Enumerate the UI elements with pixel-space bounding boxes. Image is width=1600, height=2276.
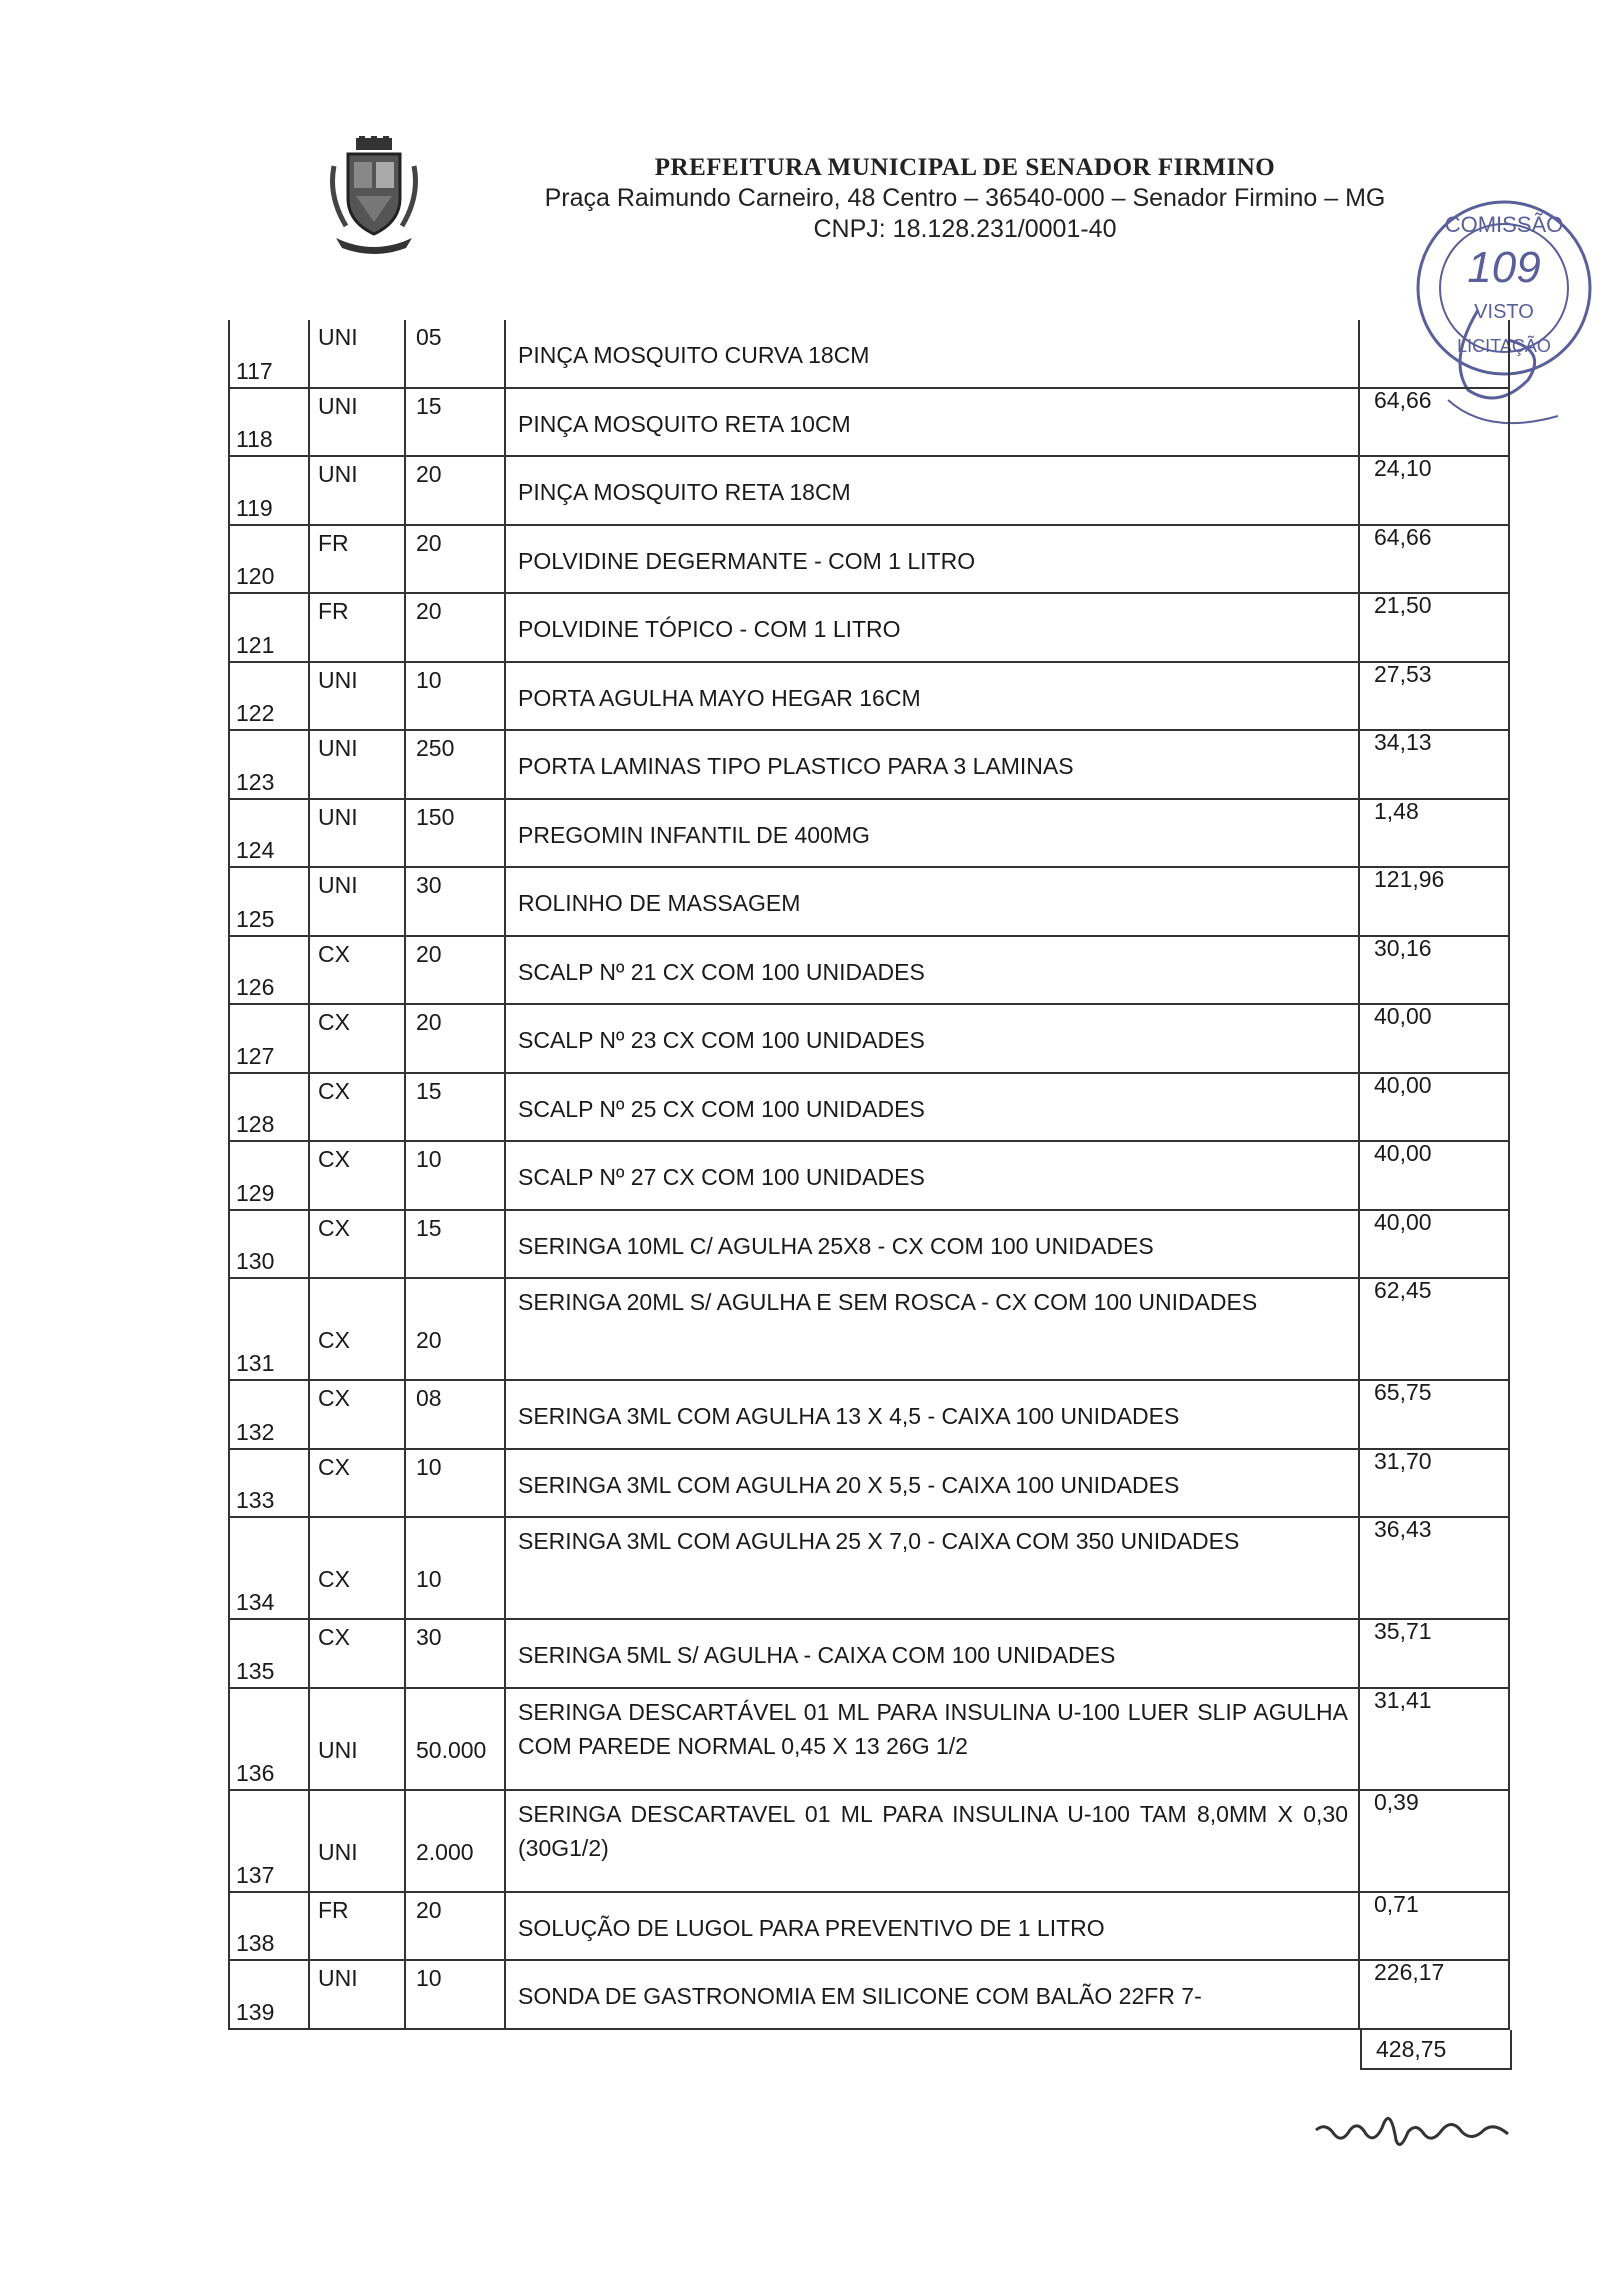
item-unit-price: 40,00 [1374, 1071, 1432, 1098]
stamp-page-number: 109 [1467, 243, 1541, 292]
item-number: 134 [236, 1589, 275, 1615]
item-description-cell [506, 937, 1360, 1004]
item-unit-price: 40,00 [1374, 1003, 1432, 1029]
item-number: 118 [236, 426, 273, 452]
item-number-cell [228, 1381, 310, 1448]
trailing-price: 428,75 [1376, 2035, 1447, 2062]
item-unit-price: 121,96 [1374, 866, 1445, 892]
item-unit-price: 36,43 [1374, 1516, 1432, 1542]
item-description: PINÇA MOSQUITO CURVA 18CM [518, 342, 870, 368]
item-unit-cell [308, 800, 406, 867]
item-quantity: 15 [416, 1077, 442, 1104]
item-quantity: 250 [416, 735, 455, 761]
item-number-cell [228, 526, 310, 593]
item-unit-price-cell [1360, 1381, 1510, 1448]
item-unit: UNI [318, 803, 358, 830]
table-row [228, 1208, 1510, 1280]
item-unit-price: 34,13 [1374, 729, 1432, 755]
item-unit-price-cell [1360, 1005, 1510, 1072]
item-number: 122 [236, 700, 275, 726]
item-unit: CX [318, 1624, 350, 1650]
item-description-cell [506, 1791, 1360, 1891]
item-quantity: 150 [416, 803, 455, 830]
item-number: 117 [236, 357, 273, 384]
item-number: 121 [236, 631, 275, 658]
item-unit: CX [318, 1327, 350, 1353]
table-row [228, 1518, 1510, 1620]
item-unit: CX [318, 1214, 350, 1241]
item-number-cell [228, 1074, 310, 1141]
item-quantity: 20 [416, 1009, 442, 1035]
item-number-cell [228, 663, 310, 730]
item-quantity-cell [406, 663, 506, 730]
table-row [228, 1620, 1510, 1689]
item-unit-price-cell [1360, 660, 1510, 730]
item-description-cell [506, 320, 1360, 387]
item-unit-cell [308, 526, 406, 593]
item-unit-price: 21,50 [1374, 592, 1432, 618]
item-number: 137 [236, 1861, 275, 1888]
item-unit-price: 30,16 [1374, 934, 1432, 961]
table-row [228, 386, 1510, 458]
stamp-bottom-text: LICITAÇÃO [1457, 336, 1551, 356]
stamp-top-text: COMISSÃO [1444, 212, 1564, 237]
item-quantity-cell [406, 731, 506, 798]
item-unit: UNI [318, 324, 358, 350]
item-unit-price-cell [1360, 1279, 1510, 1379]
item-number: 133 [236, 1487, 275, 1513]
item-unit: UNI [318, 735, 358, 761]
item-quantity-cell [406, 389, 506, 456]
item-description: SONDA DE GASTRONOMIA EM SILICONE COM BALÃO 22FR 7- [518, 1983, 1202, 2009]
item-unit-cell [308, 457, 406, 524]
items-table [228, 320, 1510, 2070]
table-row [228, 1961, 1510, 2030]
item-quantity-cell [406, 1893, 506, 1960]
item-number-cell [228, 1279, 310, 1379]
item-unit-price-cell [1360, 731, 1510, 798]
item-description-cell [506, 457, 1360, 524]
item-quantity-cell [406, 457, 506, 524]
item-quantity-cell [406, 868, 506, 935]
item-quantity: 20 [416, 1896, 442, 1923]
item-unit-price-cell [1360, 797, 1510, 867]
item-number: 136 [236, 1759, 275, 1786]
item-unit: CX [318, 1453, 350, 1480]
item-unit: FR [318, 598, 349, 624]
item-unit-price-cell [1360, 868, 1510, 935]
item-unit-price: 65,75 [1374, 1379, 1432, 1405]
item-unit: UNI [318, 1736, 358, 1763]
item-number: 138 [236, 1930, 275, 1956]
item-unit-cell [308, 1518, 406, 1618]
table-row [228, 1890, 1510, 1962]
item-description-cell [506, 731, 1360, 798]
item-number-cell [228, 800, 310, 867]
item-unit-cell [308, 1450, 406, 1517]
item-quantity-cell [406, 800, 506, 867]
item-number-cell [228, 457, 310, 524]
item-unit-price-cell [1360, 1447, 1510, 1517]
item-quantity-cell [406, 1518, 506, 1618]
table-row [228, 523, 1510, 595]
item-number: 120 [236, 563, 275, 589]
item-description-cell [506, 389, 1360, 456]
item-description: SERINGA DESCARTAVEL 01 ML PARA INSULINA U-100 TAM 8,0MM X 0,30 (30G1/2) [518, 1800, 1348, 1861]
item-description: SERINGA 3ML COM AGULHA 20 X 5,5 - CAIXA 100 UNIDADES [518, 1471, 1180, 1498]
item-unit-price: 64,66 [1374, 523, 1432, 550]
item-number-cell [228, 1961, 310, 2028]
table-row [228, 1686, 1510, 1791]
item-quantity: 08 [416, 1385, 442, 1411]
item-number-cell [228, 1142, 310, 1209]
item-description-cell [506, 868, 1360, 935]
item-quantity: 50.000 [416, 1736, 487, 1763]
org-address: Praça Raimundo Carneiro, 48 Centro – 36540-000 – Senador Firmino – MG [544, 184, 1386, 212]
item-unit: CX [318, 1077, 350, 1104]
item-quantity: 10 [416, 1566, 442, 1592]
item-unit-cell [308, 1074, 406, 1141]
trailing-row [228, 2030, 1510, 2070]
item-unit-price: 24,10 [1374, 455, 1432, 481]
item-quantity: 10 [416, 1453, 442, 1480]
item-unit-cell [308, 594, 406, 661]
item-number: 124 [236, 837, 275, 863]
item-quantity: 10 [416, 1146, 442, 1172]
item-number: 123 [236, 768, 275, 795]
item-unit: UNI [318, 1965, 358, 1991]
item-quantity-cell [406, 526, 506, 593]
item-unit: CX [318, 940, 350, 967]
item-description: SERINGA DESCARTÁVEL 01 ML PARA INSULINA U-100 LUER SLIP AGULHA COM PAREDE NORMAL 0,45 X 13 26G 1/2 [518, 1698, 1348, 1759]
item-unit-price-cell [1360, 1142, 1510, 1209]
item-unit-price: 27,53 [1374, 660, 1432, 687]
item-unit-price-cell [1360, 320, 1510, 387]
item-description-cell [506, 1211, 1360, 1278]
item-description: PINÇA MOSQUITO RETA 10CM [518, 410, 851, 437]
item-quantity: 20 [416, 529, 442, 556]
item-description: SERINGA 20ML S/ AGULHA E SEM ROSCA - CX COM 100 UNIDADES [518, 1289, 1258, 1315]
item-quantity-cell [406, 1074, 506, 1141]
item-quantity-cell [406, 1381, 506, 1448]
item-quantity-cell [406, 1961, 506, 2028]
item-unit-price: 64,66 [1374, 386, 1432, 413]
item-number: 128 [236, 1111, 275, 1137]
item-description: SCALP Nº 27 CX COM 100 UNIDADES [518, 1164, 925, 1190]
item-unit: CX [318, 1146, 350, 1172]
item-unit-price-cell [1360, 457, 1510, 524]
item-quantity-cell [406, 1450, 506, 1517]
item-quantity-cell [406, 937, 506, 1004]
item-unit-price-cell [1360, 1686, 1510, 1789]
trailing-price-cell [1360, 2030, 1512, 2070]
item-number: 135 [236, 1657, 275, 1684]
table-row [228, 797, 1510, 869]
item-unit: UNI [318, 461, 358, 487]
item-description-cell [506, 1961, 1360, 2028]
item-unit-cell [308, 1279, 406, 1379]
item-quantity-cell [406, 1689, 506, 1789]
item-description-cell [506, 1142, 1360, 1209]
item-unit-price-cell [1360, 1788, 1510, 1891]
item-number-cell [228, 868, 310, 935]
item-unit-cell [308, 320, 406, 387]
item-unit: UNI [318, 666, 358, 693]
item-description-cell [506, 1074, 1360, 1141]
item-description: SERINGA 3ML COM AGULHA 25 X 7,0 - CAIXA COM 350 UNIDADES [518, 1528, 1240, 1554]
item-unit: CX [318, 1009, 350, 1035]
item-quantity: 05 [416, 324, 442, 350]
table-row [228, 594, 1510, 663]
item-number: 130 [236, 1248, 275, 1274]
item-quantity: 20 [416, 598, 442, 624]
item-number-cell [228, 594, 310, 661]
item-number-cell [228, 1518, 310, 1618]
table-row [228, 1071, 1510, 1143]
item-unit-price-cell [1360, 934, 1510, 1004]
table-row [228, 934, 1510, 1006]
item-number-cell [228, 1893, 310, 1960]
item-unit-price: 31,70 [1374, 1447, 1432, 1474]
item-unit-price: 0,71 [1374, 1890, 1419, 1917]
item-unit: FR [318, 529, 349, 556]
item-number-cell [228, 1450, 310, 1517]
item-number: 132 [236, 1418, 275, 1445]
table-row [228, 731, 1510, 800]
item-description-cell [506, 1005, 1360, 1072]
item-quantity-cell [406, 1142, 506, 1209]
org-name: PREFEITURA MUNICIPAL DE SENADOR FIRMINO [654, 154, 1276, 181]
item-unit-price: 35,71 [1374, 1618, 1432, 1644]
item-number: 127 [236, 1042, 275, 1069]
item-number-cell [228, 1005, 310, 1072]
table-row [228, 1005, 1510, 1074]
item-description-cell [506, 1279, 1360, 1379]
item-description: SERINGA 5ML S/ AGULHA - CAIXA COM 100 UNIDADES [518, 1642, 1116, 1668]
item-unit-cell [308, 1620, 406, 1687]
item-number-cell [228, 389, 310, 456]
item-number-cell [228, 937, 310, 1004]
item-quantity-cell [406, 1211, 506, 1278]
item-quantity: 20 [416, 940, 442, 967]
item-unit-price-cell [1360, 1961, 1510, 2028]
item-number: 129 [236, 1179, 275, 1206]
table-row [228, 1279, 1510, 1381]
item-description: ROLINHO DE MASSAGEM [518, 890, 801, 916]
item-unit: CX [318, 1385, 350, 1411]
item-quantity-cell [406, 1620, 506, 1687]
item-quantity-cell [406, 1791, 506, 1891]
item-description-cell [506, 1381, 1360, 1448]
item-unit-price-cell [1360, 386, 1510, 456]
item-quantity: 10 [416, 1965, 442, 1991]
item-unit-price: 62,45 [1374, 1277, 1432, 1303]
item-number-cell [228, 1689, 310, 1789]
item-description-cell [506, 1620, 1360, 1687]
item-description: SCALP Nº 23 CX COM 100 UNIDADES [518, 1027, 925, 1053]
item-quantity-cell [406, 594, 506, 661]
item-unit-cell [308, 1381, 406, 1448]
item-unit-cell [308, 389, 406, 456]
item-number: 131 [236, 1350, 275, 1376]
item-unit-price: 40,00 [1374, 1208, 1432, 1235]
item-unit-price-cell [1360, 1518, 1510, 1618]
item-description: POLVIDINE TÓPICO - COM 1 LITRO [518, 616, 901, 642]
item-description: PREGOMIN INFANTIL DE 400MG [518, 821, 870, 848]
item-unit-price-cell [1360, 1890, 1510, 1960]
item-unit-cell [308, 731, 406, 798]
item-description-cell [506, 526, 1360, 593]
item-unit-cell [308, 868, 406, 935]
item-quantity-cell [406, 320, 506, 387]
item-description: SERINGA 3ML COM AGULHA 13 X 4,5 - CAIXA 100 UNIDADES [518, 1403, 1180, 1429]
item-unit-price: 40,00 [1374, 1140, 1432, 1166]
item-unit-cell [308, 937, 406, 1004]
item-unit-cell [308, 1961, 406, 2028]
item-description-cell [506, 1893, 1360, 1960]
item-description: PINÇA MOSQUITO RETA 18CM [518, 479, 851, 505]
item-unit-price: 0,39 [1374, 1788, 1419, 1815]
org-cnpj: CNPJ: 18.128.231/0001-40 [813, 215, 1117, 243]
item-number-cell [228, 1791, 310, 1891]
item-unit: CX [318, 1566, 350, 1592]
item-unit: UNI [318, 1838, 358, 1865]
item-description-cell [506, 800, 1360, 867]
item-quantity-cell [406, 1279, 506, 1379]
table-row [228, 457, 1510, 526]
stamp-mid-text: VISTO [1474, 301, 1534, 323]
item-quantity: 2.000 [416, 1838, 474, 1865]
item-unit: UNI [318, 392, 358, 419]
item-description: SOLUÇÃO DE LUGOL PARA PREVENTIVO DE 1 LITRO [518, 1914, 1105, 1941]
item-unit-cell [308, 1142, 406, 1209]
item-quantity: 10 [416, 666, 442, 693]
item-quantity: 15 [416, 392, 442, 419]
table-row [228, 1788, 1510, 1893]
item-unit-price-cell [1360, 594, 1510, 661]
item-quantity: 20 [416, 461, 442, 487]
item-number-cell [228, 1620, 310, 1687]
item-unit-price-cell [1360, 1071, 1510, 1141]
item-number: 125 [236, 905, 275, 932]
item-unit-price: 226,17 [1374, 1959, 1445, 1985]
item-quantity: 20 [416, 1327, 442, 1353]
item-number-cell [228, 320, 310, 387]
table-row [228, 868, 1510, 937]
item-number-cell [228, 1211, 310, 1278]
item-number: 126 [236, 974, 275, 1000]
table-row [228, 660, 1510, 732]
item-description-cell [506, 1518, 1360, 1618]
item-quantity: 30 [416, 872, 442, 898]
item-description: SCALP Nº 21 CX COM 100 UNIDADES [518, 958, 925, 985]
item-unit-cell [308, 1211, 406, 1278]
item-quantity-cell [406, 1005, 506, 1072]
municipal-coat-of-arms-icon [326, 136, 422, 254]
item-description: PORTA LAMINAS TIPO PLASTICO PARA 3 LAMINAS [518, 753, 1074, 779]
item-unit-price-cell [1360, 1208, 1510, 1278]
table-row [228, 320, 1510, 389]
item-description: PORTA AGULHA MAYO HEGAR 16CM [518, 684, 921, 711]
item-description: POLVIDINE DEGERMANTE - COM 1 LITRO [518, 547, 976, 574]
item-number: 119 [236, 494, 273, 521]
item-unit: FR [318, 1896, 349, 1923]
item-unit-price-cell [1360, 1620, 1510, 1687]
item-unit-cell [308, 663, 406, 730]
item-number: 139 [236, 1998, 275, 2025]
item-unit-cell [308, 1005, 406, 1072]
item-unit-cell [308, 1893, 406, 1960]
item-quantity: 30 [416, 1624, 442, 1650]
item-description-cell [506, 1450, 1360, 1517]
item-description: SERINGA 10ML C/ AGULHA 25X8 - CX COM 100 UNIDADES [518, 1232, 1154, 1259]
table-row [228, 1142, 1510, 1211]
item-description: SCALP Nº 25 CX COM 100 UNIDADES [518, 1095, 925, 1122]
item-description-cell [506, 663, 1360, 730]
item-quantity: 15 [416, 1214, 442, 1241]
item-unit-cell [308, 1791, 406, 1891]
handwritten-signature-icon [1312, 2100, 1512, 2160]
item-unit-cell [308, 1689, 406, 1789]
item-unit-price-cell [1360, 523, 1510, 593]
item-description-cell [506, 1689, 1360, 1789]
item-number-cell [228, 731, 310, 798]
item-unit-price: 31,41 [1374, 1686, 1432, 1713]
item-unit: UNI [318, 872, 358, 898]
table-row [228, 1381, 1510, 1450]
item-unit-price: 1,48 [1374, 797, 1419, 824]
item-description-cell [506, 594, 1360, 661]
table-row [228, 1447, 1510, 1519]
